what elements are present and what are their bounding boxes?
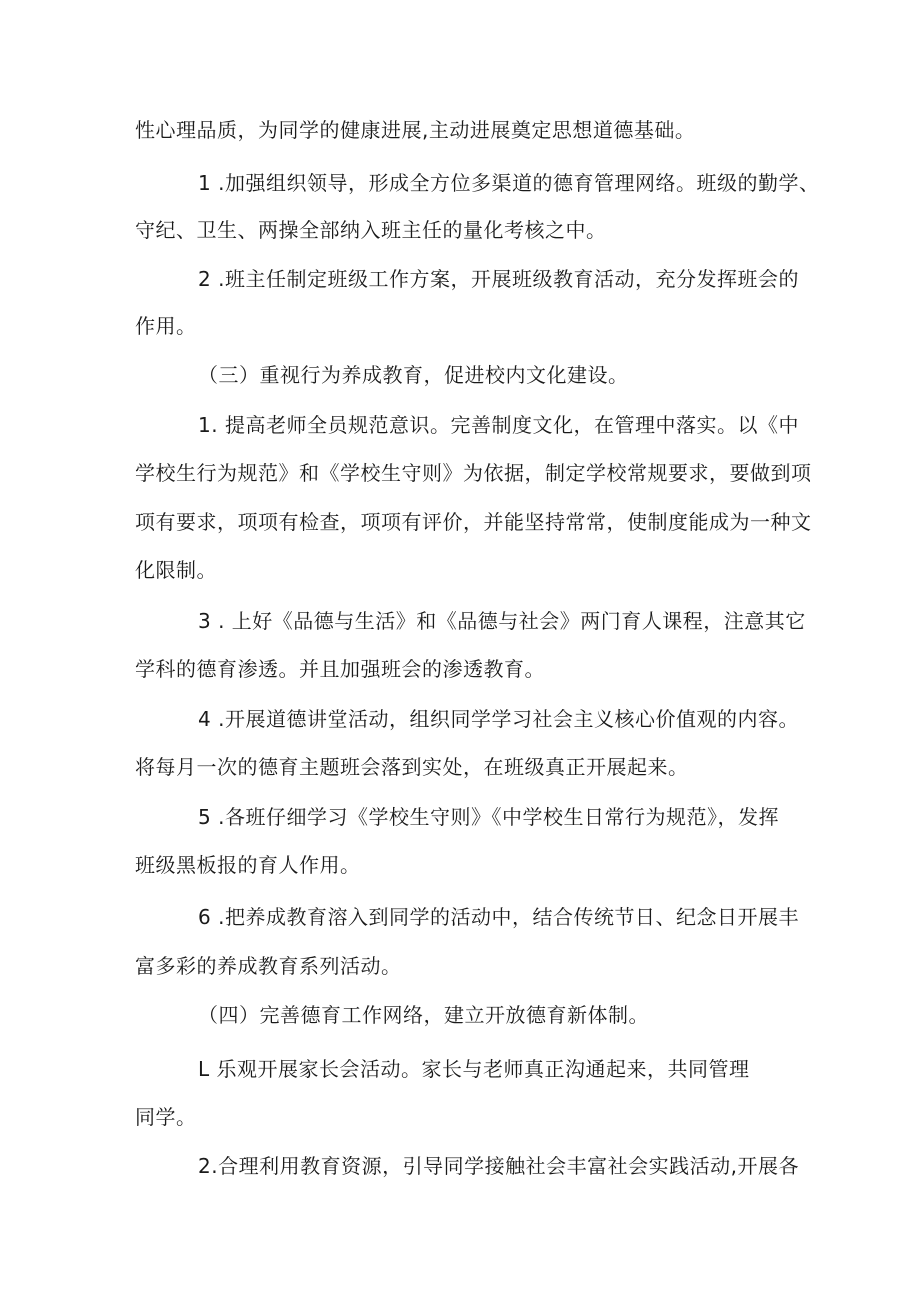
paragraph-line: 2 .班主任制定班级工作方案，开展班级教育活动，充分发挥班会的 bbox=[198, 267, 799, 291]
section-heading: （四）完善德育工作网络，建立开放德育新体制。 bbox=[198, 1003, 649, 1027]
paragraph-line: 项有要求，项项有检查，项项有评价，并能坚持常常，使制度能成为一种文 bbox=[135, 510, 812, 534]
paragraph-line: 1 .加强组织领导，形成全方位多渠道的德育管理网络。班级的勤学、 bbox=[198, 171, 820, 195]
paragraph-line: 3 . 上好《品德与生活》和《品德与社会》两门育人课程，注意其它 bbox=[198, 609, 806, 633]
paragraph-line: 学校生行为规范》和《学校生守则》为依据，制定学校常规要求，要做到项 bbox=[135, 461, 812, 485]
paragraph-line: 作用。 bbox=[135, 314, 197, 338]
paragraph-line: 班级黑板报的育人作用。 bbox=[135, 853, 361, 877]
paragraph-line: 性心理品质，为同学的健康进展,主动进展奠定思想道德基础。 bbox=[135, 118, 696, 142]
section-heading: （三）重视行为养成教育，促进校内文化建设。 bbox=[198, 363, 629, 387]
paragraph-line: 守纪、卫生、两操全部纳入班主任的量化考核之中。 bbox=[135, 218, 607, 242]
paragraph-line: 2.合理利用教育资源，引导同学接触社会丰富社会实践活动,开展各 bbox=[198, 1154, 799, 1178]
paragraph-line: 将每月一次的德育主题班会落到实处，在班级真正开展起来。 bbox=[135, 755, 689, 779]
paragraph-line: 1. 提高老师全员规范意识。完善制度文化，在管理中落实。以《中 bbox=[198, 413, 799, 437]
paragraph-line: 同学。 bbox=[135, 1105, 197, 1129]
paragraph-line: 学科的德育渗透。并且加强班会的渗透教育。 bbox=[135, 657, 545, 681]
paragraph-line: 6 .把养成教育溶入到同学的活动中，结合传统节日、纪念日开展丰 bbox=[198, 905, 799, 929]
paragraph-line: 4 .开展道德讲堂活动，组织同学学习社会主义核心价值观的内容。 bbox=[198, 707, 799, 731]
paragraph-line: 5 .各班仔细学习《学校生守则》《中学校生日常行为规范》，发挥 bbox=[198, 805, 779, 829]
paragraph-line: 化限制。 bbox=[135, 558, 217, 582]
paragraph-line: 富多彩的养成教育系列活动。 bbox=[135, 954, 402, 978]
paragraph-line: L 乐观开展家长会活动。家长与老师真正沟通起来，共同管理 bbox=[198, 1057, 750, 1081]
